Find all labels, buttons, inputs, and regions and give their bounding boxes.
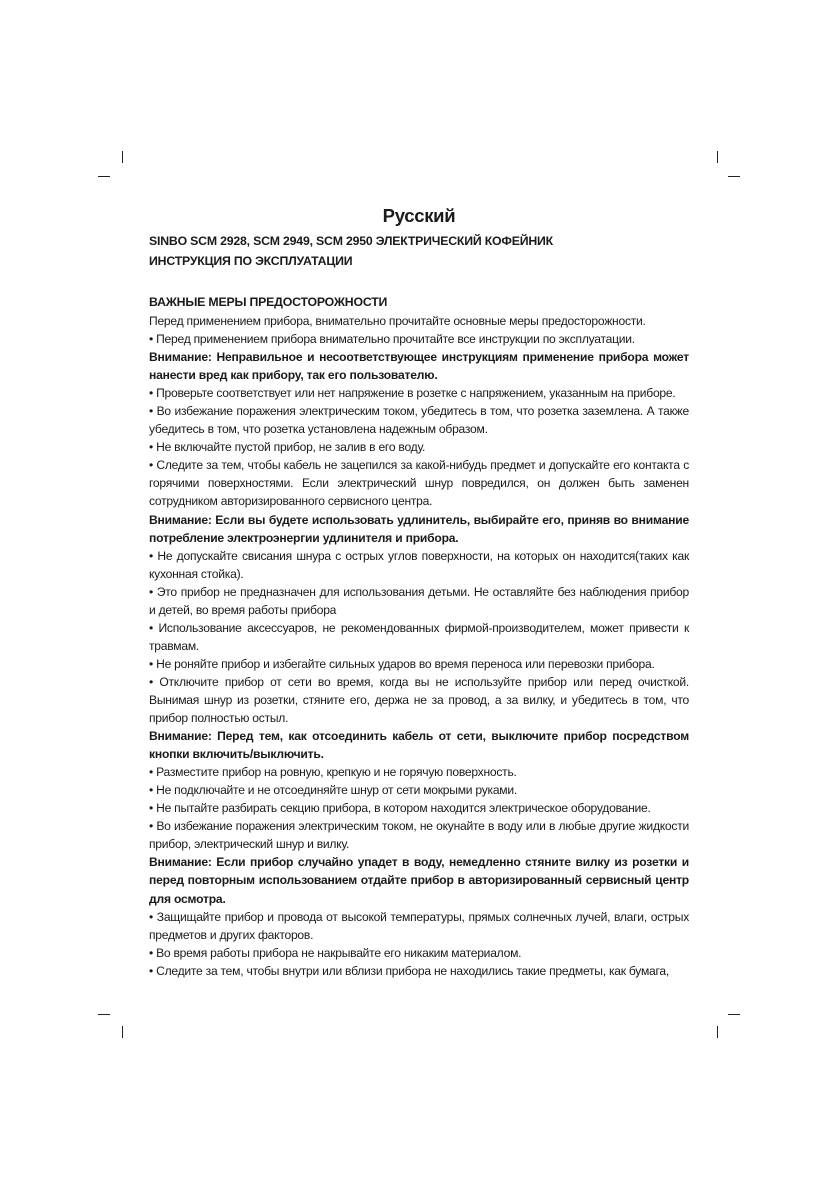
language-title: Русский — [382, 205, 456, 226]
crop-mark-bottom-right-horizontal — [728, 1014, 740, 1015]
bullet-item: • Во время работы прибора не накрывайте его никаким материалом. — [149, 945, 522, 960]
warning-paragraph: Внимание: Если вы будете использовать удлинитель, выбирайте его, приняв во внимание потребление электроэнергии удлинителя и прибора. — [149, 512, 689, 545]
crop-mark-bottom-right-vertical — [717, 1026, 718, 1038]
crop-mark-top-left-horizontal — [98, 176, 110, 177]
crop-mark-bottom-left-vertical — [122, 1026, 123, 1038]
bullet-item: • Не подключайте и не отсоединяйте шнур от сети мокрыми руками. — [149, 783, 517, 798]
paragraph: Перед применением прибора, внимательно прочитайте основные меры предосторожности. — [149, 314, 646, 328]
warning-paragraph: Внимание: Неправильное и несоответствующее инструкциям применение прибора может нанести вред как прибору, так его пользователю. — [149, 350, 689, 383]
warning-paragraph: Внимание: Если прибор случайно упадет в воду, немедленно стяните вилку из розетки и перед повторным использованием отдайте прибор в авторизированный сервисный центр для осмотра. — [149, 855, 689, 906]
bullet-item: • Следите за тем, чтобы кабель не зацепился за какой-нибудь предмет и допускайте его контакта с горячими поверхностями. Если электрический шнур повредился, он должен быть заменен сотрудником авторизированного сервисного центра. — [149, 458, 689, 509]
bullet-item: • Во избежание поражения электрическим током, убедитесь в том, что розетка заземлена. А также убедитесь в том, что розетка установлена надежным образом. — [149, 404, 689, 437]
crop-mark-top-right-horizontal — [728, 176, 740, 177]
manual-page — [149, 203, 689, 980]
crop-mark-top-left-vertical — [122, 151, 123, 163]
bullet-item: • Во избежание поражения электрическим током, не окунайте в воду или в любые другие жидкости прибор, электрический шнур и вилку. — [149, 819, 689, 852]
bullet-item: • Перед применением прибора внимательно прочитайте все инструкции по эксплуатации. — [149, 332, 635, 347]
bullet-item: • Это прибор не предназначен для использования детьми. Не оставляйте без наблюдения прибор и детей, во время работы прибора — [149, 584, 689, 617]
section-title: ВАЖНЫЕ МЕРЫ ПРЕДОСТОРОЖНОСТИ — [149, 295, 388, 309]
bullet-item: • Не допускайте свисания шнура с острых углов поверхности, на которых он находится(таких как кухонная стойка). — [149, 548, 689, 581]
warning-paragraph: Внимание: Перед тем, как отсоединить кабель от сети, выключите прибор посредством кнопки включить/выключить. — [149, 729, 689, 762]
bullet-item: • Следите за тем, чтобы внутри или вблизи прибора не находились такие предметы, как бумага, — [149, 963, 669, 978]
crop-mark-top-right-vertical — [717, 151, 718, 163]
bullet-item: • Отключите прибор от сети во время, когда вы не используйте прибор или перед очисткой. Вынимая шнур из розетки, стяните его, держа не за провод, а за вилку, и убедитесь в том, что прибор полностью остыл. — [149, 674, 689, 726]
crop-mark-bottom-left-horizontal — [98, 1014, 110, 1015]
model-line: SINBO SCM 2928, SCM 2949, SCM 2950 ЭЛЕКТРИЧЕСКИЙ КОФЕЙНИК — [149, 234, 553, 248]
bullet-item: • Проверьте соответствует или нет напряжение в розетке с напряжением, указанным на приборе. — [149, 386, 676, 401]
bullet-item: • Разместите прибор на ровную, крепкую и не горячую поверхность. — [149, 765, 517, 780]
bullet-item: • Не включайте пустой прибор, не залив в его воду. — [149, 440, 426, 455]
bullet-item: • Не пытайте разбирать секцию прибора, в котором находится электрическое оборудование. — [149, 801, 651, 816]
manual-line: ИНСТРУКЦИЯ ПО ЭКСПЛУАТАЦИИ — [149, 254, 353, 268]
bullet-item: • Защищайте прибор и провода от высокой температуры, прямых солнечных лучей, влаги, острых предметов и других факторов. — [149, 909, 689, 942]
bullet-item: • Не роняйте прибор и избегайте сильных ударов во время переноса или перевозки прибора. — [149, 656, 655, 671]
bullet-item: • Использование аксессуаров, не рекомендованных фирмой-производителем, может привести к травмам. — [149, 620, 689, 653]
